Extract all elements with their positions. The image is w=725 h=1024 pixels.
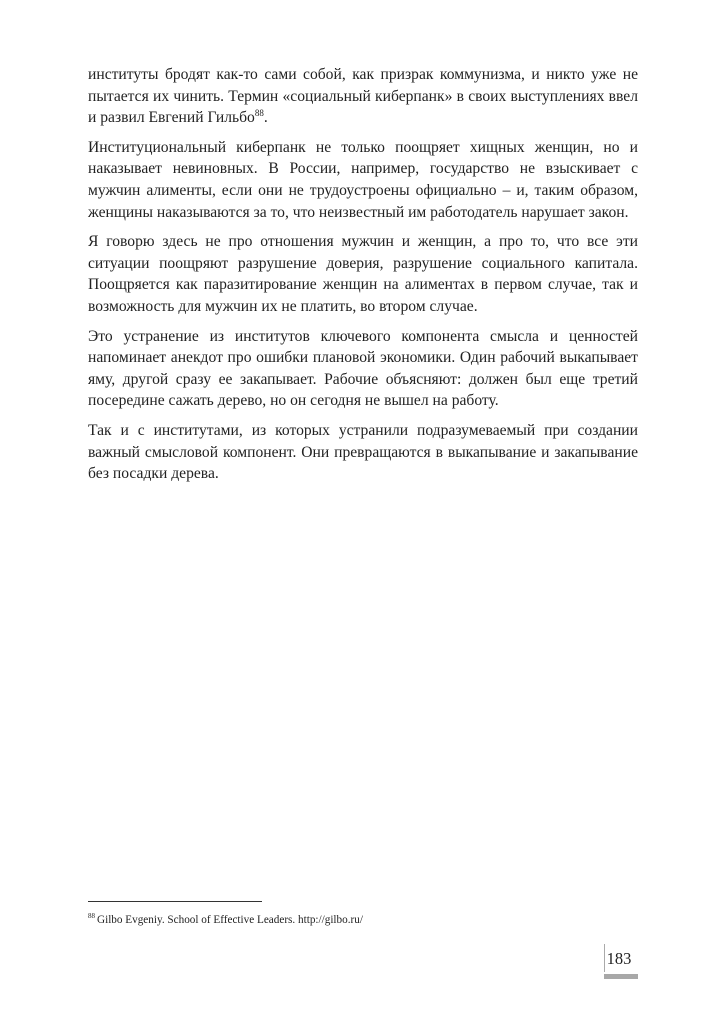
footnote [88,913,638,927]
body-text [88,64,638,493]
paragraph-tail: . [263,109,268,127]
footnote-divider [88,901,262,902]
page-number-bar [604,974,638,979]
paragraph [88,64,638,129]
paragraph: Это устранение из институтов ключевого компонента смысла и ценностей напоминает анекдот про ошибки плановой экономики. Один рабочий выкапывает яму, другой сразу ее закапывает. Рабочие объясняют: должен был еще третий посередине сажать дерево, но он сегодня не вышел на работу. [88,327,638,410]
paragraph: Институциональный киберпанк не только поощряет хищных женщин, но и наказывает невиновных. В России, например, государство не взыскивает с мужчин алименты, если они не трудоустроены официально – и, таким образом, женщины наказываются за то, что неизвестный им работодатель нарушает закон. [88,138,638,221]
footnote-text: Gilbo Evgeniy. School of Effective Leaders. http://gilbo.ru/ [97,914,363,926]
paragraph: Так и с институтами, из которых устранили подразумеваемый при создании важный смысловой компонент. Они превращаются в выкапывание и закапывание без посадки дерева. [88,421,638,483]
page-number: 183 [606,949,632,968]
footnote-number: 88 [88,912,95,921]
paragraph: Я говорю здесь не про отношения мужчин и женщин, а про то, что все эти ситуации поощряют разрушение доверия, разрушение социального капитала. Поощряется как паразитирование женщин на алиментах в первом случае, так и возможность для мужчин их не платить, во втором случае. [88,233,638,315]
footnote-reference[interactable]: 88 [254,108,264,118]
paragraph-text: институты бродят как-то сами собой, как призрак коммунизма, и никто уже не пытается их чинить. Термин «социальный киберпанк» в своих выступлениях ввел и развил Евгений Гильбо [88,66,638,127]
